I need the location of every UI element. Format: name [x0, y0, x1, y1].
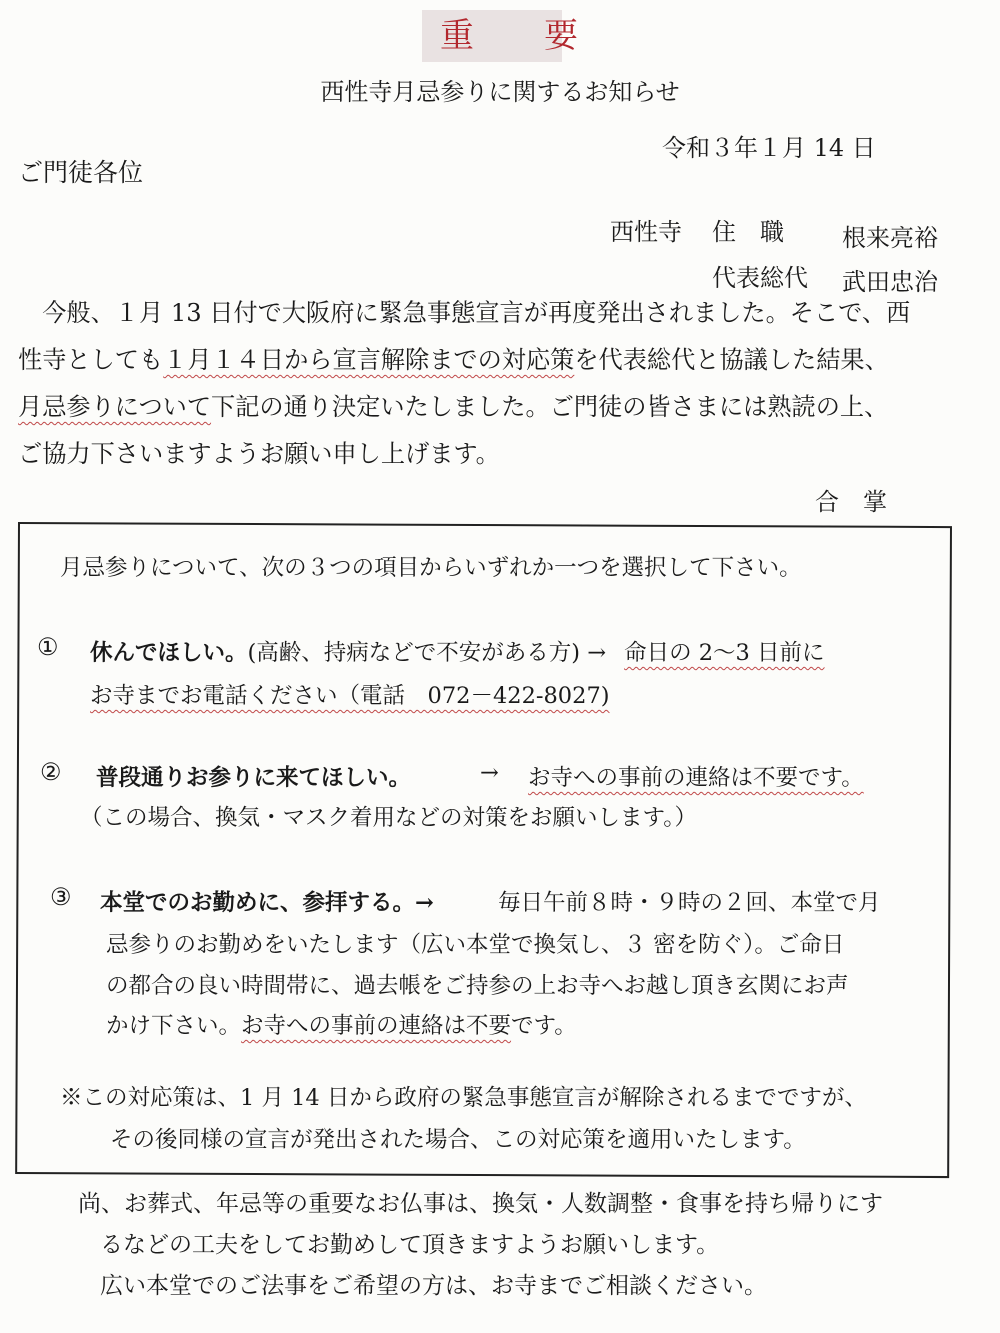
option-1-heading: 休んでほしい。: [90, 640, 248, 666]
footer-line-3: 広い本堂でのご法事をご希望の方は、お寺までご相談ください。: [100, 1273, 767, 1299]
option-2-number: ②: [40, 758, 62, 786]
footnote-line-2: その後同様の宣言が発出された場合、この対応策を適用いたします。: [110, 1127, 806, 1153]
notice-title: 西性寺月忌参りに関するお知らせ: [320, 78, 680, 106]
option-2-note: （この場合、換気・マスク着用などの対策をお願いします。）: [80, 805, 697, 831]
intro-paragraph: [18, 290, 983, 478]
option-3-line-4: [106, 1008, 577, 1040]
signature-name-representative: 武田忠治: [842, 268, 938, 296]
option-3-number: ③: [50, 883, 72, 911]
intro-line-2-start: 性寺としても: [18, 346, 164, 374]
signature-org: 西性寺: [610, 218, 682, 246]
option-1-number: ①: [37, 633, 59, 661]
option-3-heading: 本堂でのお勤めに、参拝する。→: [100, 890, 434, 916]
option-1-condition: (高齢、持病などで不安がある方) →: [247, 640, 607, 666]
option-3-line-3: の都合の良い時間帯に、過去帳をご持参の上お寺へお越し頂き玄関にお声: [106, 973, 849, 999]
option-1-line-1: [90, 635, 825, 667]
intro-line-2-end: を代表総代と協議した結果、: [574, 346, 889, 374]
intro-line-1: 今般、１月 13 日付で大阪府に緊急事態宣言が再度発出されました。そこで、西: [18, 299, 911, 327]
footnote-line-1: ※この対応策は、1 月 14 日から政府の緊急事態宣言が解除されるまでですが、: [60, 1085, 867, 1111]
option-3-highlight: お寺への事前の連絡は不要: [241, 1013, 512, 1039]
footer-line-1: 尚、お葬式、年忌等の重要なお仏事は、換気・人数調整・食事を持ち帰りにす: [78, 1191, 883, 1217]
addressee: ご門徒各位: [18, 158, 144, 187]
notice-date: 令和３年１月 14 日: [662, 134, 876, 162]
option-3-line-4-end: です。: [511, 1013, 577, 1039]
intro-highlight-subject: 月忌参りについて: [18, 393, 212, 421]
signature-role-representative: 代表総代: [712, 264, 808, 292]
intro-line-2: [18, 337, 983, 384]
option-3-line-4-start: かけ下さい。: [106, 1013, 242, 1039]
signature-role-chief-priest: 住 職: [712, 218, 784, 246]
options-instruction: 月忌参りについて、次の３つの項目からいずれか一つを選択して下さい。: [60, 555, 802, 581]
intro-line-3-end: 下記の通り決定いたしました。ご門徒の皆さまには熟読の上、: [211, 393, 889, 421]
important-badge: 重 要: [422, 10, 562, 62]
footer-line-2: るなどの工夫をしてお勤めして頂きますようお願いします。: [100, 1232, 720, 1258]
signature-name-chief-priest: 根来亮裕: [842, 224, 938, 252]
option-2-action: お寺への事前の連絡は不要です。: [528, 765, 864, 791]
option-3-line-2: 忌参りのお勤めをいたします（広い本堂で換気し、３ 密を防ぐ）。ご命日: [106, 932, 845, 958]
option-3-line-1: 毎日午前８時・９時の２回、本堂で月: [498, 890, 881, 916]
option-2-arrow: →: [480, 760, 499, 786]
intro-highlight-period: １月１４日から宣言解除までの対応策: [163, 346, 575, 374]
closing-gassho: 合掌: [815, 488, 911, 516]
option-1-action: 命日の 2〜3 日前に: [624, 640, 825, 666]
option-2-heading: 普段通りお参りに来てほしい。: [96, 765, 412, 791]
intro-line-4: ご協力下さいますようお願い申し上げます。: [18, 440, 500, 468]
intro-line-3: [18, 384, 983, 431]
option-1-phone: お寺までお電話ください（電話 072－422-8027): [90, 683, 610, 709]
